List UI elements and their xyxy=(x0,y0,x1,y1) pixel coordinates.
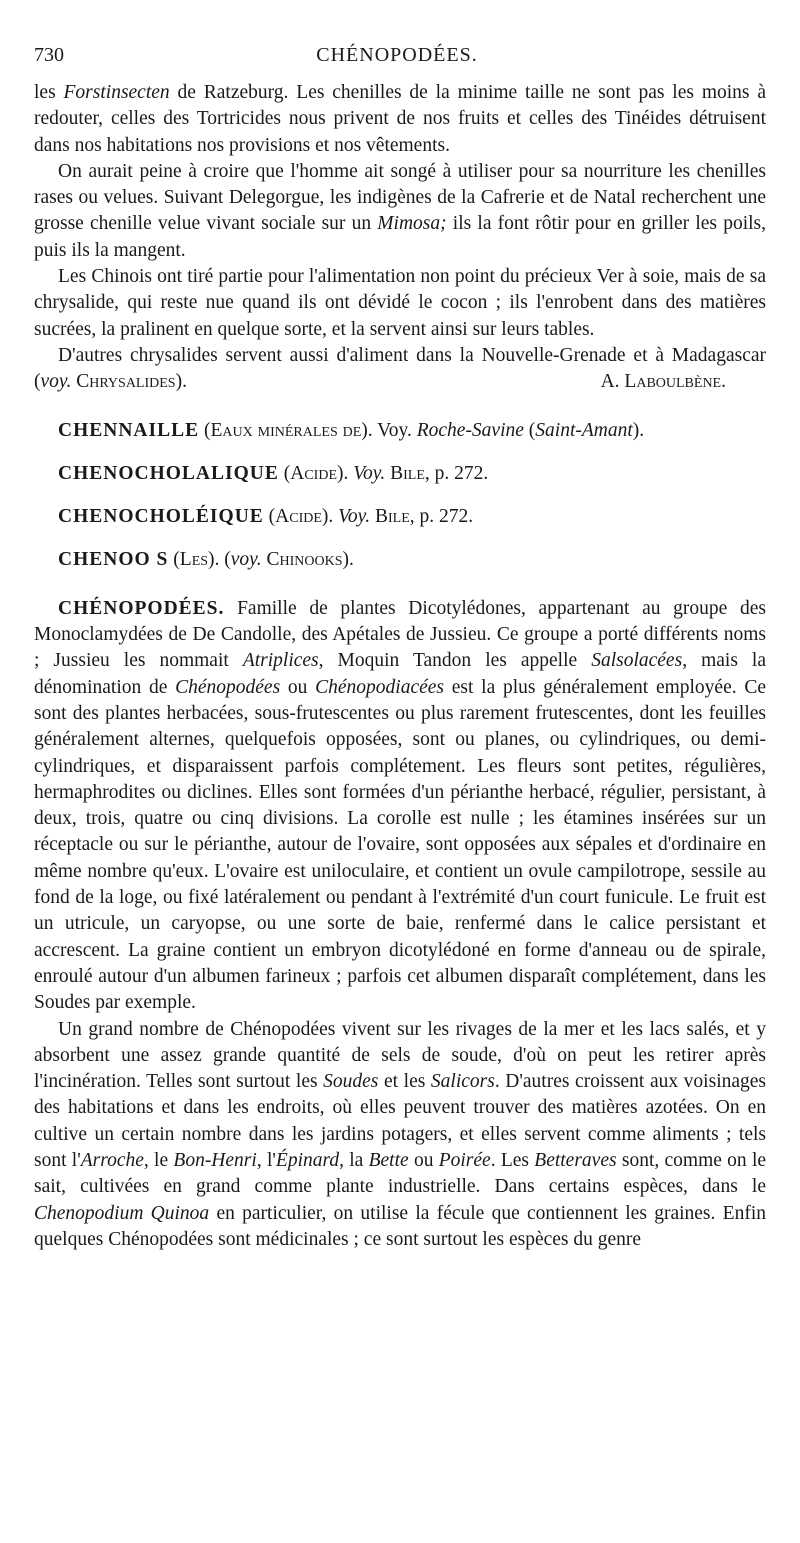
italic-term: Mimosa; xyxy=(377,213,447,235)
cross-reference: Bile xyxy=(390,462,425,484)
text-span: Acide xyxy=(275,506,322,528)
italic-term: Arroche xyxy=(80,1149,144,1171)
cross-reference: Chinooks xyxy=(266,549,343,571)
text-span: ). xyxy=(342,549,354,571)
cross-reference: Chrysalides xyxy=(76,371,176,393)
text-span: ou xyxy=(408,1149,439,1171)
italic-term: Betteraves xyxy=(534,1149,617,1171)
italic-term: Poirée xyxy=(438,1149,491,1171)
text-span: Les xyxy=(179,549,209,571)
entry-headword: CHENOCHOLÉIQUE xyxy=(58,506,264,528)
text-span: Un grand nombre de Chénopodées vivent sur les rivages de la mer et les lacs salés, et y absorbent une assez grande quantité de sels de soude, d'où on peut les retirer après l'incinération. Telles sont surtout les xyxy=(34,1018,766,1093)
text-span: Acide xyxy=(290,462,337,484)
paragraph-chenilles xyxy=(34,80,766,159)
italic-term: Bon-Henri xyxy=(173,1149,257,1171)
text-span: Famille de plantes Dicotylédones, appartenant au groupe des Monoclamydées de De Candolle, des Apétales de Jussieu. Ce groupe a porté différents noms ; Jussieu les nommait xyxy=(34,597,766,672)
italic-term: Chénopodées xyxy=(175,676,281,698)
italic-term: Chénopodiacées xyxy=(315,676,445,698)
italic-term: Voy. xyxy=(338,506,371,528)
page-header xyxy=(34,44,760,74)
italic-term: Épinard xyxy=(275,1149,340,1171)
italic-term: Bette xyxy=(368,1149,409,1171)
text-span: , Moquin Tandon les appelle xyxy=(318,650,592,672)
text-span: , p. 272. xyxy=(424,462,489,484)
text-span: , mais la dénomination de xyxy=(34,650,767,698)
cross-reference: Roche-Savine xyxy=(416,419,524,441)
entry-chennaille xyxy=(34,418,766,444)
text-span: , la xyxy=(339,1149,369,1171)
text-span: en particulier, on utilise la fécule que contiennent les graines. Enfin quelques Chénopodées sont médicinales ; ce sont surtout les espèces du genre xyxy=(34,1202,766,1250)
italic-term: Voy. xyxy=(353,462,386,484)
text-span: ( xyxy=(199,419,211,441)
text-span: Les Chinois ont tiré partie pour l'alimentation non point du précieux Ver à soie, mais de sa chrysalide, qui reste nue quand ils ont dévidé le cocon ; ils l'enrobent dans des matières sucrées, la pralinent en quelque sorte, et la servent ainsi sur leurs tables. xyxy=(34,266,766,340)
paragraph-chinois xyxy=(34,264,766,343)
italic-term: Atriplices xyxy=(242,650,319,672)
page-body xyxy=(34,80,766,1253)
entry-chenopodees xyxy=(34,596,766,1017)
text-span: sont, comme on le sait, cultivées en grand comme plante industrielle. Dans certains espèces, dans le xyxy=(34,1149,767,1198)
text-span: ( xyxy=(278,462,291,484)
text-span: est la plus généralement employée. Ce sont des plantes herbacées, sous-frutescentes ou plus rarement frutescentes, dont les feuilles généralement alternes, quelquefois opposées, sont ou planes, ou cylindriques, ou demi-cylindriques, et disparaissent parfois complétement. Les fleurs sont petites, régulières, hermaphrodites ou diclines. Elles sont formées d'un périanthe herbacé, régulier, persistant, à deux, trois, quatre ou cinq divisions. La corolle est nulle ; les étamines insérées sur un réceptacle ou sur le périanthe, autour de l'ovaire, sont opposées aux sépales et d'ordinaire en même nombre qu'eux. L'ovaire est uniloculaire, et contient un ovule campilotrope, sessile au fond de la loge, ou fixé latéralement ou pendant à l'extrémité d'un court funicule. Le fruit est un utricule, un caryopse, ou une sorte de baie, renfermé dans le calice persistant et accrescent. La graine contient un embryon dicotylédoné en forme d'anneau ou de spirale, enroulé autour d'un albumen farineux ; parfois cet albumen disparaît complétement, dans les Soudes par exemple. xyxy=(34,676,767,1014)
italic-term: voy. xyxy=(230,549,262,571)
text-span: . Les xyxy=(490,1149,535,1171)
italic-term: Salsolacées xyxy=(591,650,683,672)
entry-chenoos xyxy=(34,547,766,573)
text-span: , p. 272. xyxy=(409,506,474,528)
text-span: ils la font rôtir pour en griller les poils, puis ils la mangent. xyxy=(34,213,766,261)
italic-term: voy. xyxy=(40,371,72,393)
italic-term: Salicors xyxy=(430,1071,495,1093)
text-span: et les xyxy=(378,1071,431,1093)
text-span: de Ratzeburg. Les chenilles de la minime taille ne sont pas les moins à redouter, celles des Tortricides nous privent de nos fruits et celles des Tinéides détruisent dans nos habitations nos provisions et nos vêtements. xyxy=(34,82,766,156)
page-number: 730 xyxy=(34,44,64,66)
text-span: D'autres chrysalides servent aussi d'aliment dans la Nouvelle-Grenade et à Madagascar ( xyxy=(34,344,766,393)
text-span: ( xyxy=(523,419,536,441)
cross-reference: Saint-Amant xyxy=(535,419,633,441)
text-span: ( xyxy=(263,506,276,528)
text-span: , le xyxy=(143,1149,174,1171)
italic-term: Soudes xyxy=(323,1071,379,1093)
entry-headword: CHÉNOPODÉES. xyxy=(58,597,225,619)
entry-chenocholeique xyxy=(34,504,766,530)
paragraph-nourriture xyxy=(34,159,766,264)
entry-chenocholalique xyxy=(34,461,766,487)
text-span: ). xyxy=(337,462,354,484)
entry-headword: CHENNAILLE xyxy=(58,419,200,441)
text-span: ou xyxy=(280,676,316,698)
text-span: ). xyxy=(632,419,645,441)
running-head: CHÉNOPODÉES. xyxy=(316,44,478,66)
entry-headword: CHENOO S xyxy=(58,549,169,571)
paragraph-usages xyxy=(34,1017,766,1254)
text-span: ( xyxy=(168,549,180,571)
italic-term: Forstinsecten xyxy=(63,82,170,103)
italic-term: Chenopodium Quinoa xyxy=(34,1202,210,1224)
text-span: On aurait peine à croire que l'homme ait songé à utiliser pour sa nourriture les chenilles rases ou velues. Suivant Delegorgue, les indigènes de la Cafrerie et de Natal recherchent une grosse chenille velue vivant sociale sur un xyxy=(34,160,766,235)
paragraph-chrysalides xyxy=(34,343,766,396)
text-span: , l' xyxy=(256,1149,276,1171)
text-span: ). xyxy=(321,506,339,528)
text-span: Eaux minérales de xyxy=(210,419,362,441)
author-signature: A. Laboulbène. xyxy=(600,371,726,393)
text-span: ). ( xyxy=(208,549,231,571)
text-span: les xyxy=(34,82,64,103)
text-span: . D'autres croissent aux voisinages des habitations et dans les endroits, où elles peuvent trouver des matières azotées. On en cultive un certain nombre dans les jardins potagers, et elles servent comme aliments ; tels sont l' xyxy=(34,1071,767,1171)
text-span: ). Voy. xyxy=(361,419,417,441)
text-span: ). xyxy=(175,371,187,393)
entry-headword: CHENOCHOLALIQUE xyxy=(58,462,279,484)
cross-reference: Bile xyxy=(375,506,410,528)
